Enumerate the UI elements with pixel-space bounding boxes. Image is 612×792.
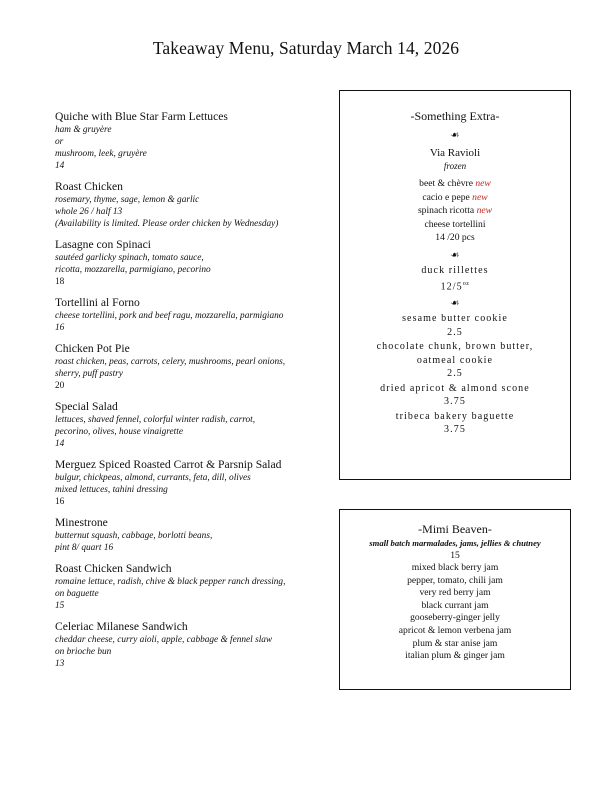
- jam-item: plum & star anise jam: [412, 637, 498, 649]
- jam-item: black currant jam: [421, 599, 489, 611]
- item-desc: mixed lettuces, tahini dressing: [55, 485, 168, 495]
- item-desc: on brioche bun: [55, 647, 112, 657]
- item-name: Lasagne con Spinaci: [55, 238, 151, 251]
- item-desc: pecorino, olives, house vinaigrette: [55, 427, 183, 437]
- box-title: -Mimi Beaven-: [418, 522, 492, 536]
- jam-item: gooseberry-ginger jelly: [410, 612, 500, 624]
- ravioli-flavor: beet & chèvre new: [419, 178, 491, 189]
- item-desc: whole 26 / half 13: [55, 207, 123, 217]
- jam-item: pepper, tomato, chili jam: [407, 574, 503, 586]
- ravioli-flavor: spinach ricotta new: [417, 205, 493, 216]
- menu-item-quiche: [55, 109, 335, 172]
- menu-item-lasagne: [55, 237, 335, 288]
- mimi-price: 15: [450, 550, 460, 561]
- jam-item: italian plum & ginger jam: [405, 650, 505, 662]
- pastry-price: 3.75: [444, 396, 466, 408]
- item-desc: romaine lettuce, radish, chive & black pepper ranch dressing,: [55, 577, 286, 587]
- item-price: 13: [55, 659, 65, 669]
- rillettes-price: $12/5^{oz}$: [440, 280, 470, 292]
- ravioli-flavor: cacio e pepe new: [422, 191, 488, 203]
- menu-list: [55, 109, 335, 677]
- pastry-item: tribeca bakery baguette 3.75: [340, 410, 570, 437]
- item-desc: rosemary, thyme, sage, lemon & garlic: [55, 195, 200, 205]
- menu-item-minestrone: [55, 515, 335, 554]
- ravioli-flavor: cheese tortellini: [424, 218, 486, 230]
- item-price: 20: [55, 381, 65, 391]
- item-desc: lettuces, shaved fennel, colorful winter radish, carrot,: [55, 415, 256, 425]
- new-badge: new: [472, 191, 488, 203]
- fleuron-icon: ☙: [450, 250, 460, 261]
- item-price: 14: [55, 439, 65, 449]
- menu-item-special-salad: [55, 399, 335, 450]
- item-desc: roast chicken, peas, carrots, celery, mushrooms, pearl onions,: [55, 357, 286, 367]
- item-desc: bulgur, chickpeas, almond, currants, feta, dill, olives: [55, 473, 251, 483]
- item-price: 18: [55, 277, 65, 287]
- mimi-beaven-box: [339, 509, 571, 690]
- item-name: Celeriac Milanese Sandwich: [55, 620, 188, 633]
- new-badge: new: [476, 205, 493, 216]
- jam-item: mixed black berry jam: [411, 562, 499, 573]
- menu-item-pot-pie: [55, 341, 335, 392]
- mimi-note: small batch marmalades, jams, jellies & chutney: [369, 538, 541, 548]
- fleuron-icon: ☙: [450, 130, 460, 141]
- menu-item-celeriac-sandwich: [55, 619, 335, 670]
- pastry-item: sesame butter cookie 2.5: [340, 312, 570, 339]
- item-name: Roast Chicken: [55, 180, 123, 193]
- item-name: Quiche with Blue Star Farm Lettuces: [55, 110, 228, 123]
- item-name: Roast Chicken Sandwich: [55, 562, 172, 575]
- rillettes-name: duck rillettes: [421, 265, 489, 276]
- item-note: (Availability is limited. Please order chicken by Wednesday): [55, 219, 279, 229]
- pastry-item: dried apricot & almond scone 3.75: [340, 382, 570, 409]
- item-name: Special Salad: [55, 400, 118, 413]
- item-desc: sautéed garlicky spinach, tomato sauce,: [55, 253, 204, 263]
- item-name: Minestrone: [55, 516, 108, 529]
- item-price: 16: [55, 323, 65, 333]
- item-name: Chicken Pot Pie: [55, 342, 130, 355]
- ravioli-list: [340, 177, 570, 244]
- ravioli-title: Via Ravioli: [429, 147, 481, 159]
- item-price: 16: [55, 497, 65, 507]
- item-desc: cheddar cheese, curry aioli, apple, cabbage & fennel slaw: [55, 635, 273, 645]
- ravioli-note: frozen: [443, 161, 467, 171]
- new-badge: new: [475, 178, 491, 189]
- pastry-price: 2.5: [447, 368, 463, 380]
- pastry-item: chocolate chunk, brown butter, oatmeal cookie 2.5: [340, 340, 570, 381]
- menu-item-merguez-salad: [55, 457, 335, 508]
- fleuron-icon: ☙: [450, 298, 460, 310]
- menu-item-roast-chicken: [55, 179, 335, 230]
- item-desc: ricotta, mozzarella, parmigiano, pecorino: [55, 265, 211, 275]
- box-title: -Something Extra-: [410, 109, 500, 123]
- item-desc: sherry, puff pastry: [55, 369, 123, 379]
- item-desc: ham & gruyère: [55, 125, 112, 135]
- jam-item: very red berry jam: [419, 587, 491, 599]
- page-title: Takeaway Menu, Saturday March 14, 2026: [152, 38, 460, 58]
- item-name: Merguez Spiced Roasted Carrot & Parsnip Salad: [55, 458, 282, 471]
- item-desc: cheese tortellini, pork and beef ragu, mozzarella, parmigiano: [55, 311, 284, 321]
- item-desc: or: [55, 137, 64, 147]
- pastry-price: 2.5: [447, 326, 463, 338]
- item-price: 15: [55, 601, 65, 611]
- item-desc: pint 8/ quart 16: [55, 543, 114, 553]
- item-desc: mushroom, leek, gruyère: [55, 149, 147, 159]
- something-extra-box: [339, 90, 571, 480]
- ravioli-price: 14 /20 pcs: [435, 232, 475, 243]
- item-price: 14: [55, 161, 65, 171]
- item-name: Tortellini al Forno: [55, 296, 140, 309]
- jam-item: apricot & lemon verbena jam: [398, 624, 512, 636]
- pastry-price: 3.75: [444, 424, 466, 436]
- menu-item-tortellini: [55, 295, 335, 334]
- item-desc: on baguette: [55, 589, 99, 599]
- item-desc: butternut squash, cabbage, borlotti beans,: [55, 531, 213, 541]
- menu-item-chicken-sandwich: [55, 561, 335, 612]
